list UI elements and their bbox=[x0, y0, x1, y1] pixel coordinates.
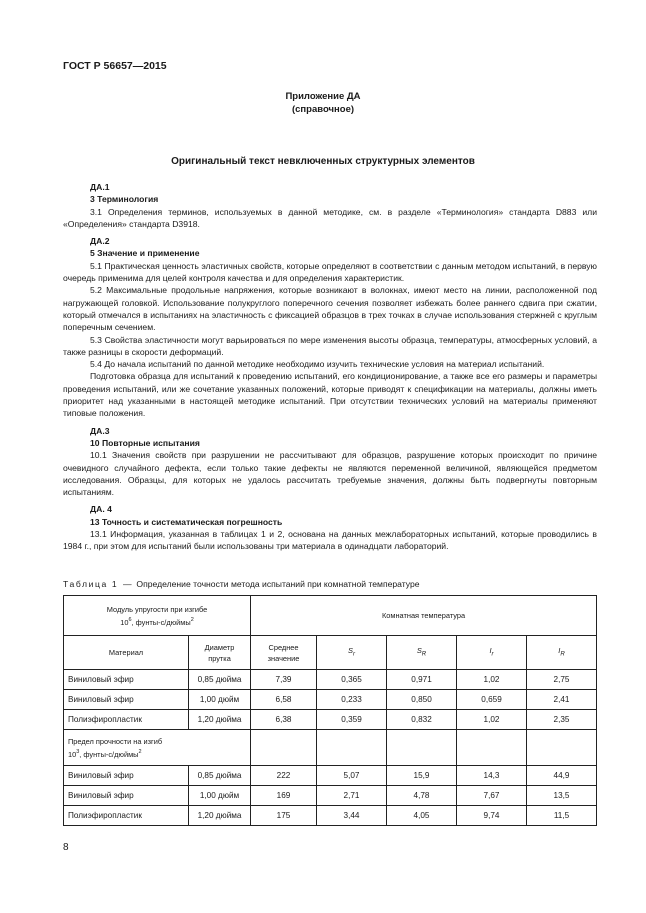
precision-table bbox=[63, 595, 597, 826]
paragraph: 10.1 Значения свойств при разрушении не рассчитывают для образцов, разрушение которых происходит по причине очевидного случайного дефекта, если только такие дефекты не являются переменной величиной, являющейся предметом исследования. Образцы, для которых не удалось рассчитать требуемые значения, должны быть подвергнуты повторным испытаниям. bbox=[63, 450, 597, 498]
table-cell: 9,74 bbox=[457, 806, 527, 826]
section-heading: 3 Терминология bbox=[90, 194, 159, 205]
table-caption-label: Таблица 1 bbox=[63, 579, 119, 589]
table-cell: 1,20 дюйма bbox=[189, 806, 251, 826]
table-cell: 1,00 дюйм bbox=[189, 786, 251, 806]
table-cell: 7,39 bbox=[251, 670, 317, 690]
table-cell: Полиэфиропластик bbox=[64, 710, 189, 730]
page-number: 8 bbox=[63, 842, 69, 853]
table-cell: Полиэфиропластик bbox=[64, 806, 189, 826]
paragraph: 5.3 Свойства эластичности могут варьироваться по мере изменения высоты образца, температуры, атмосферных условий, а также разницы в скорости деформаций. bbox=[63, 334, 597, 357]
table-cell: 2,41 bbox=[527, 690, 597, 710]
table-cell: 4,78 bbox=[387, 786, 457, 806]
table-cell: 169 bbox=[251, 786, 317, 806]
table-cell: 0,85 дюйма bbox=[189, 670, 251, 690]
table-cell: 0,850 bbox=[387, 690, 457, 710]
table-cell: Виниловый эфир bbox=[64, 786, 189, 806]
section-label: ДА.2 bbox=[90, 236, 110, 247]
col-header-sR: $S_R$ bbox=[387, 636, 457, 670]
table-caption bbox=[63, 579, 420, 589]
table-cell: 14,3 bbox=[457, 766, 527, 786]
table-cell: 0,832 bbox=[387, 710, 457, 730]
appendix-subtitle: (справочное) bbox=[291, 104, 355, 115]
col-header-iR: $I_R$ bbox=[527, 636, 597, 670]
table-row bbox=[64, 670, 597, 690]
table-cell: 1,00 дюйм bbox=[189, 690, 251, 710]
table-cell: 13,5 bbox=[527, 786, 597, 806]
paragraph: 3.1 Определения терминов, используемых в данной методике, см. в разделе «Терминология» стандарта D883 или «Определения» стандарта D3918. bbox=[63, 206, 597, 229]
paragraph: 5.2 Максимальные продольные напряжения, которые возникают в волокнах, имеют место на линии, расположенной под нагружающей головкой. Использование полукруглого поперечного сечения позволяет избежать более раннего сдвига при сжатии, который отмечался в испытаниях на эластичность с фиксацией образцов в трех точках в случае использования стержней с круглым поперечным сечением. bbox=[63, 285, 597, 333]
section-label: ДА.3 bbox=[90, 425, 110, 436]
table-row bbox=[64, 710, 597, 730]
table-cell: 0,359 bbox=[317, 710, 387, 730]
col-header-mean: Среднее значение bbox=[251, 636, 317, 670]
table-caption-dash: — bbox=[123, 579, 132, 589]
paragraph: 13.1 Информация, указанная в таблицах 1 и 2, основана на данных межлабораторных испытаний, которые проводились в 1984 г., при этом для испытаний были использованы три материала в одинадцати лабораторий. bbox=[63, 529, 597, 552]
section-label: ДА.1 bbox=[90, 182, 110, 192]
col-header-ir: $I_r$ bbox=[457, 636, 527, 670]
table-cell: 2,71 bbox=[317, 786, 387, 806]
table-cell: Виниловый эфир bbox=[64, 690, 189, 710]
room-temperature-header: Комнатная температура bbox=[251, 596, 597, 636]
table-cell: 0,85 дюйма bbox=[189, 766, 251, 786]
table-cell: 6,58 bbox=[251, 690, 317, 710]
table-cell: 11,5 bbox=[527, 806, 597, 826]
col-header-diameter: Диаметр прутка bbox=[189, 636, 251, 670]
table-cell: 0,971 bbox=[387, 670, 457, 690]
standard-header: ГОСТ Р 56657—2015 bbox=[63, 60, 167, 72]
table-cell: 175 bbox=[251, 806, 317, 826]
appendix-heading bbox=[0, 90, 646, 116]
table-cell: 1,20 дюйма bbox=[189, 710, 251, 730]
paragraph: 5.1 Практическая ценность эластичных свойств, которые определяют в соответствии с данным методом испытаний, в первую очередь применима для целей контроля качества и для определения характеристик. bbox=[63, 260, 597, 284]
table-row bbox=[64, 766, 597, 786]
paragraph: 5.4 До начала испытаний по данной методике необходимо изучить технические условия на материал испытаний. bbox=[90, 359, 545, 370]
table-caption-text: Определение точности метода испытаний при комнатной температуре bbox=[136, 579, 420, 589]
table-row bbox=[64, 690, 597, 710]
table-cell: 7,67 bbox=[457, 786, 527, 806]
section-label: ДА. 4 bbox=[90, 504, 112, 515]
section-heading: 10 Повторные испытания bbox=[90, 437, 200, 448]
table-row bbox=[64, 806, 597, 826]
table-cell: 222 bbox=[251, 766, 317, 786]
document-body bbox=[63, 181, 597, 553]
table-row bbox=[64, 786, 597, 806]
table-cell: 4,05 bbox=[387, 806, 457, 826]
group-header-modulus: Модуль упругости при изгибе $10^6$, фунты-с/дюймы$^2$ bbox=[64, 596, 251, 636]
table-cell: 2,75 bbox=[527, 670, 597, 690]
col-header-sr: $S_r$ bbox=[317, 636, 387, 670]
paragraph: Подготовка образца для испытаний к проведению испытаний, его кондиционирование, а также все его размеры и параметры проведения испытаний, или же сочетание указанных положений, которые приводят к спецификации на материалы, должны иметь приоритет над указанными в настоящей методике испытаний. При отсутствии технических условий на материалы применяют типовые положения. bbox=[63, 371, 597, 419]
table-cell: Виниловый эфир bbox=[64, 766, 189, 786]
table-cell: 44,9 bbox=[527, 766, 597, 786]
table-cell: 2,35 bbox=[527, 710, 597, 730]
appendix-title: Приложение ДА bbox=[285, 91, 361, 102]
table-cell: 3,44 bbox=[317, 806, 387, 826]
table-cell: 0,659 bbox=[457, 690, 527, 710]
document-title: Оригинальный текст невключенных структурных элементов bbox=[171, 156, 475, 167]
table-cell: 1,02 bbox=[457, 710, 527, 730]
col-header-material: Материал bbox=[64, 636, 189, 670]
section-heading: 13 Точность и систематическая погрешность bbox=[90, 516, 283, 527]
table-cell: 0,365 bbox=[317, 670, 387, 690]
table-cell: 6,38 bbox=[251, 710, 317, 730]
group-header-strength: Предел прочности на изгиб $10^3$, фунты-с/дюймы$^2$ bbox=[64, 730, 251, 766]
table-cell: 1,02 bbox=[457, 670, 527, 690]
table-cell: 15,9 bbox=[387, 766, 457, 786]
table-cell: 5,07 bbox=[317, 766, 387, 786]
table-cell: 0,233 bbox=[317, 690, 387, 710]
section-heading: 5 Значение и применение bbox=[90, 248, 200, 259]
table-cell: Виниловый эфир bbox=[64, 670, 189, 690]
